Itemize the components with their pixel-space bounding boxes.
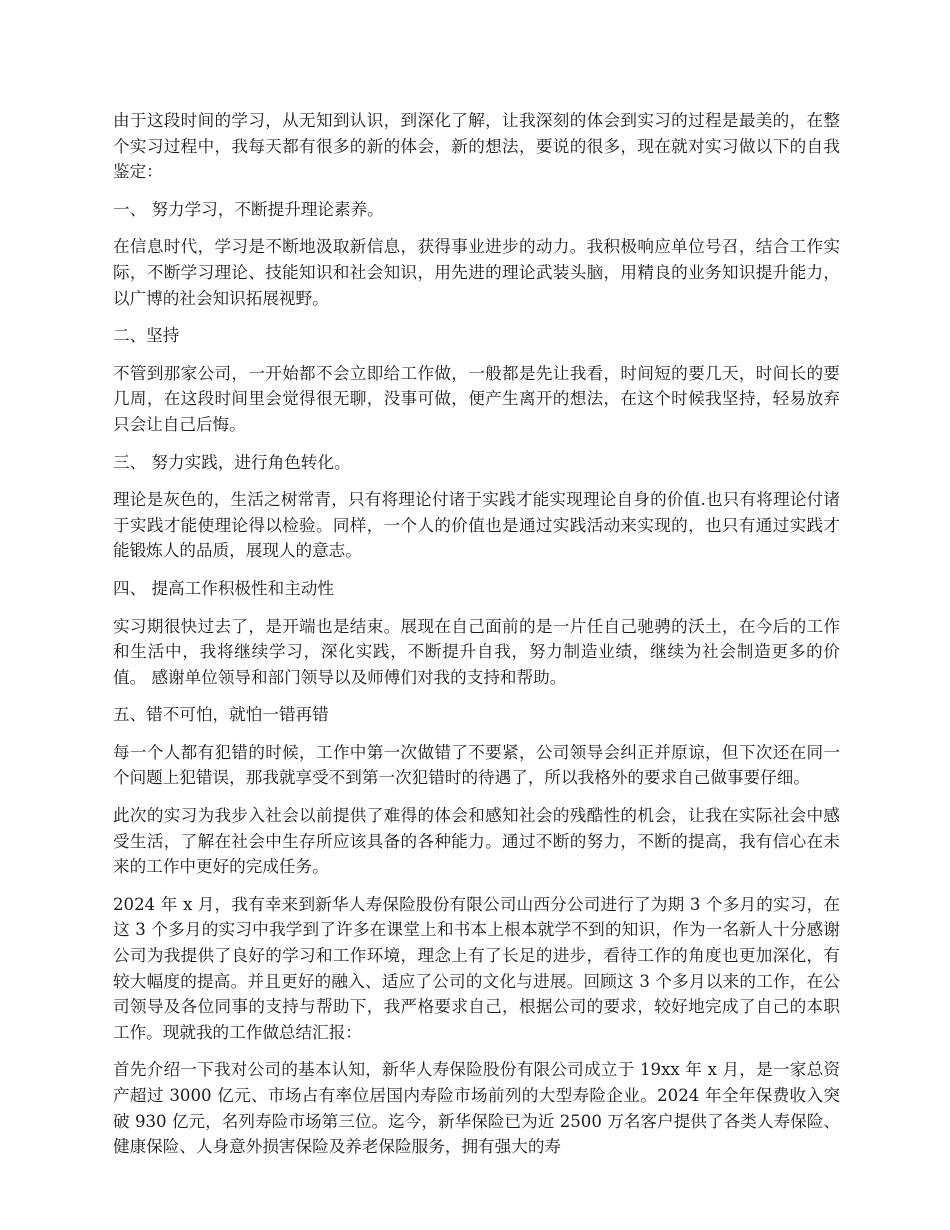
section-heading-3: 三、 努力实践，进行角色转化。 bbox=[113, 452, 351, 472]
paragraph-section-5: 每一个人都有犯错的时候，工作中第一次做错了不要紧，公司领导会纠正并原谅，但下次还在同一个问题上犯错误，那我就享受不到第一次犯错时的待遇了，所以我格外的要求自己做事要仔细。 bbox=[113, 742, 840, 788]
paragraph-section-3: 理论是灰色的，生活之树常青，只有将理论付诸于实践才能实现理论自身的价值.也只有将理论付诸于实践才能使理论得以检验。同样，一个人的价值也是通过实践活动来实现的，也只有通过实践才能锻炼人的品质，展现人的意志。 bbox=[113, 490, 840, 561]
paragraph-section-2: 不管到那家公司，一开始都不会立即给工作做，一般都是先让我看，时间短的要几天，时间长的要几周，在这段时间里会觉得很无聊，没事可做，便产生离开的想法，在这个时候我坚持，轻易放弃只会让自己后悔。 bbox=[113, 363, 840, 434]
paragraph-company-intro: 首先介绍一下我对公司的基本认知，新华人寿保险股份有限公司成立于 19xx 年 x 月，是一家总资产超过 3000 亿元、市场占有率位居国内寿险市场前列的大型寿险企业。2024 年全年保费收入突破 930 亿元，名列寿险市场第三位。迄今，新华保险已为近 2500 万名客户提供了各类人寿保险、健康保险、人身意外损害保险及养老保险服务，拥有强大的寿 bbox=[113, 1060, 840, 1157]
section-heading-4: 四、 提高工作积极性和主动性 bbox=[113, 578, 334, 598]
paragraph-summary: 此次的实习为我步入社会以前提供了难得的体会和感知社会的残酷性的机会，让我在实际社会中感受生活，了解在社会中生存所应该具备的各种能力。通过不断的努力，不断的提高，我有信心在未来的工作中更好的完成任务。 bbox=[113, 806, 840, 877]
paragraph-intro: 由于这段时间的学习，从无知到认识，到深化了解，让我深刻的体会到实习的过程是最美的，在整个实习过程中，我每天都有很多的新的体会，新的想法，要说的很多，现在就对实习做以下的自我鉴定： bbox=[113, 111, 840, 182]
paragraph-section-4: 实习期很快过去了，是开端也是结束。展现在自己面前的是一片任自己驰骋的沃土，在今后的工作和生活中，我将继续学习，深化实践，不断提升自我，努力制造业绩，继续为社会制造更多的价值。 感谢单位领导和部门领导以及师傅们对我的支持和帮助。 bbox=[113, 616, 840, 687]
paragraph-section-1: 在信息时代，学习是不断地汲取新信息，获得事业进步的动力。我积极响应单位号召，结合工作实际，不断学习理论、技能知识和社会知识，用先进的理论武装头脑，用精良的业务知识提升能力，以广博的社会知识拓展视野。 bbox=[113, 237, 840, 308]
section-heading-1: 一、 努力学习，不断提升理论素养。 bbox=[113, 199, 384, 219]
section-heading-2: 二、坚持 bbox=[113, 326, 180, 346]
section-heading-5: 五、错不可怕，就怕一错再错 bbox=[113, 705, 329, 725]
document-body bbox=[113, 108, 840, 1172]
paragraph-internship-report: 2024 年 x 月，我有幸来到新华人寿保险股份有限公司山西分公司进行了为期 3 个多月的实习，在这 3 个多月的实习中我学到了许多在课堂上和书本上根本就学不到的知识，作为一名新人十分感谢公司为我提供了良好的学习和工作环境，理念上有了长足的进步，看待工作的角度也更加深化，有较大幅度的提高。并且更好的融入、适应了公司的文化与进展。回顾这 3 个多月以来的工作，在公司领导及各位同事的支持与帮助下，我严格要求自己，根据公司的要求，较好地完成了自己的本职工作。现就我的工作做总结汇报： bbox=[113, 894, 840, 1042]
